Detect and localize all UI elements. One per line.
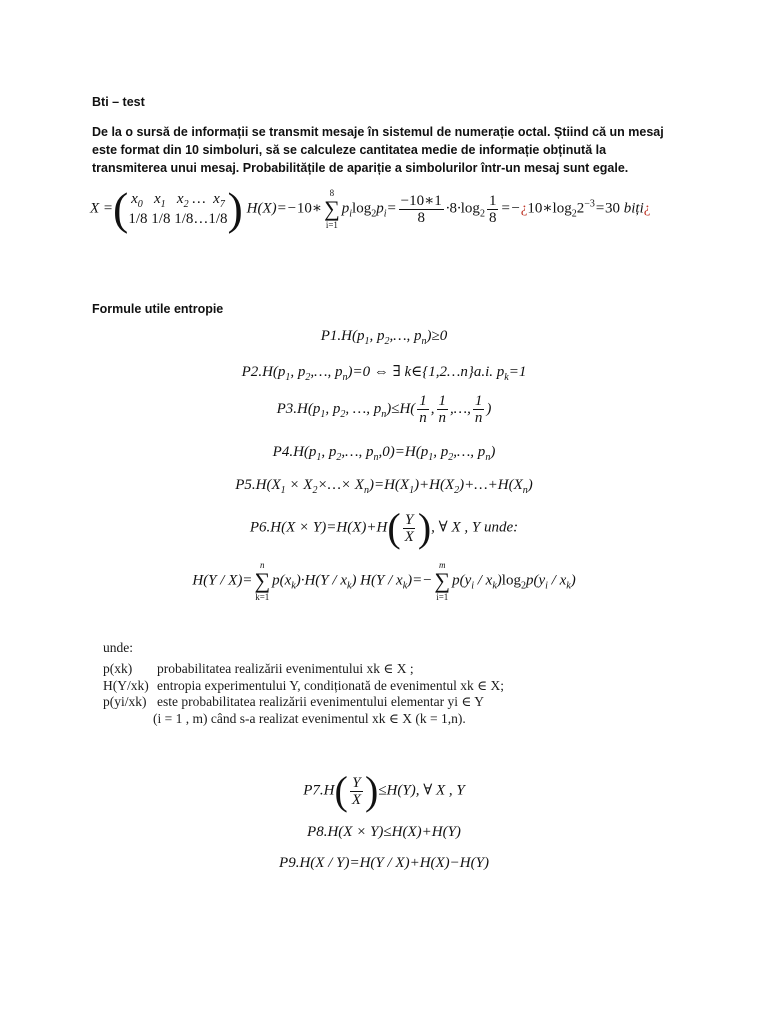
equation-example: X =( $x_0$ $x_1$ $x_2$ … $x_7$ 1/8 1/8 1/8…1/8 ) H(X)=−10∗ 8 ∑ i=1 $p_i\log_2p_i=$ $\frac{-10∗1}{8}$ $\cdot 8\cdot\log_2$ $\frac{1}{8}$ $=-¿10∗\log_22^{-3}=30$ biți¿	[90, 183, 651, 234]
legend-term: p(xk)	[103, 661, 133, 676]
legend-desc: probabilitatea realizării evenimentului xk ∈ X ;	[157, 661, 414, 676]
legend-row	[103, 711, 563, 728]
property-p1: $P1.H(p_1$, $p_2,\dots$, $p_n)\ge 0$	[320, 328, 448, 347]
legend-desc: este probabilitatea realizării evenimentului elementar yi ∈ Y	[157, 694, 484, 709]
document-title: Bti – test	[92, 95, 145, 109]
legend-excerpt	[103, 640, 563, 727]
legend-row	[103, 661, 563, 678]
problem-statement: De la o sursă de informații se transmit mesaje în sistemul de numerație octal. Știind că un mesaj este format din 10 simboluri, să se calculeze cantitatea medie de informație obținută la transmiterea unui mesaj. Probabilitățile de apariție a simbolurilor într-un mesaj sunt egale.	[92, 125, 664, 175]
property-p6: P6.H(X × Y)=H(X)+H( $\frac{Y}{X}$ ), ∀ X , Y unde:	[249, 505, 519, 550]
formulas-heading: Formule utile entropie	[92, 302, 224, 316]
property-p7: P7.H( $\frac{Y}{X}$ )≤H(Y), ∀ X , Y	[303, 768, 465, 813]
conditional-entropy-formula: H(Y / X)= n ∑ k=1 $p(x_k)\cdot H(Y / x_k)$ $H(Y / x_k)=-$ m ∑ i=1 $p(y_i / x_k)\log_2p(y_i / x_k)$	[192, 560, 576, 602]
property-p5: $P5.H(X_1$ × $X_2\times\dots\times$ $X_n)=H(X_1)+H(X_2)+\dots+H(X_n)$	[235, 477, 533, 496]
legend-heading: unde:	[103, 640, 133, 655]
property-p2: $P2.H(p_1$, $p_2,\dots$, $p_n)=0$ ⇔ ∃ k∈{1,2…n}a.i. $p_k=1$	[241, 364, 527, 383]
legend-row	[103, 694, 563, 711]
property-p4: $P4.H(p_1$, $p_2,\dots$, $p_n,0)=H(p_1$, $p_2,\dots$, $p_n$)	[272, 444, 496, 463]
legend-term: p(yi/xk)	[103, 694, 147, 709]
legend-term: H(Y/xk)	[103, 677, 149, 693]
property-p9: P9.H(X / Y)=H(Y / X)+H(X)−H(Y)	[279, 855, 489, 871]
property-p8: P8.H(X × Y)≤H(X)+H(Y)	[307, 824, 461, 840]
legend-row	[103, 678, 563, 695]
legend-desc: entropia experimentului Y, condiționată de evenimentul xk ∈ X;	[157, 677, 505, 693]
property-p3: $P3.H(p_1$, $p_2$, …, $p_n)\le H$( $\frac{1}{n}$ , $\frac{1}{n}$ ,…, $\frac{1}{n}$ )	[276, 393, 492, 426]
legend-last-line: (i = 1 , m) când s-a realizat evenimentul xk ∈ X (k = 1,n).	[153, 710, 466, 726]
